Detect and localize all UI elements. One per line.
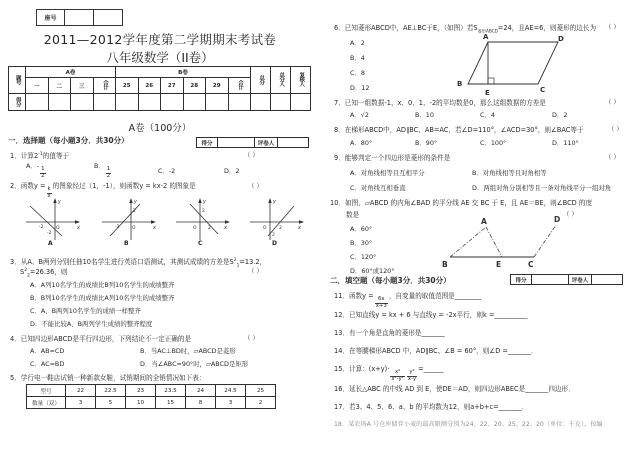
section2-score-box [510, 274, 623, 285]
answer-blank[interactable]: _______ [498, 403, 522, 411]
q5-size: 25 [246, 385, 276, 397]
col-a-total: 合计 [93, 78, 116, 94]
question-2-graph-b[interactable] [98, 196, 160, 247]
question-8-option-b[interactable]: B．90° [415, 139, 438, 147]
q5-count: 10 [126, 397, 156, 409]
question-2-graph-d[interactable] [246, 196, 308, 247]
col-b-27: 27 [161, 78, 184, 94]
question-8-option-d[interactable]: D．110° [552, 139, 579, 147]
q5-row-label-model: 型号 [27, 385, 66, 397]
svg-text:-2: -2 [47, 231, 52, 236]
question-4-option-c[interactable]: C．AC=BD [30, 360, 65, 368]
score-label: 得分 [511, 275, 532, 284]
svg-text:C: C [540, 86, 546, 94]
svg-text:y: y [134, 199, 137, 205]
question-2-graph-a-label: A [48, 240, 53, 247]
question-7-option-b[interactable]: B．10 [415, 111, 434, 119]
score-cell[interactable] [116, 94, 139, 111]
question-7-stem: 7．已知一组数据-1、x、0、1、-2的平均数是0，那么这组数据的方差是 [334, 99, 546, 107]
col-b-26: 26 [138, 78, 161, 94]
seat-number-cell-2[interactable] [94, 10, 122, 25]
question-6-answer-paren[interactable]: （ ） [605, 23, 620, 31]
exam-title-line2: 八年级数学（II卷） [106, 50, 214, 65]
svg-text:C: C [528, 260, 534, 269]
score-value-cell[interactable] [218, 138, 255, 147]
svg-text:A: A [483, 33, 489, 41]
svg-text:E: E [496, 260, 502, 269]
question-1-option-c[interactable]: C．-2 [158, 167, 176, 175]
svg-text:2: 2 [133, 209, 136, 214]
question-8-option-a[interactable]: A．80° [350, 139, 373, 147]
score-cell[interactable] [271, 94, 291, 111]
question-9-option-c[interactable]: C．对角线互相垂直 [350, 184, 406, 192]
question-9-option-a[interactable]: A．对角线相等且互相平分 [350, 169, 425, 177]
question-9-stem: 9．能够判定一个四边形是菱形的条件是 [334, 154, 451, 162]
svg-text:y: y [203, 199, 206, 205]
seat-number-label: 座号 [37, 10, 65, 25]
q5-count: 5 [96, 397, 126, 409]
rechecker-label: 复核人 [298, 72, 305, 86]
score-cell[interactable] [291, 94, 311, 111]
svg-text:2: 2 [272, 233, 275, 238]
question-3-option-c[interactable]: C．A、B两列10名学生的成绩一样整齐 [30, 307, 141, 315]
answer-blank[interactable]: ________ [454, 292, 482, 300]
q5-size: 24.5 [216, 385, 246, 397]
question-9-answer-paren[interactable]: （ ） [605, 153, 620, 161]
question-3-stem-line2: $S^2_2=26.36$，则 [20, 267, 68, 279]
question-6-stem: 6．已知菱形ABCD中，AE⊥BC于E，（如图）若$S_{菱形ABCD}=24$，且AE=6，则菱形的边长为 [334, 24, 597, 34]
question-1-stem: 1．计算$2^{-1}$的值等于 [10, 151, 70, 160]
answer-blank[interactable]: ______ [423, 365, 444, 373]
svg-text:y: y [58, 199, 61, 205]
score-cell[interactable] [161, 94, 184, 111]
col-b-total: 合计 [228, 78, 251, 94]
seat-number-cell-1[interactable] [65, 10, 94, 25]
question-3-answer-paren[interactable]: （ ） [248, 267, 263, 275]
question-17: 17．若3、4、5、6、a、b 的平均数为12，则a+b+c=_______． [334, 403, 529, 411]
q5-count: 3 [216, 397, 246, 409]
score-cell[interactable] [183, 94, 206, 111]
question-13: 13．有一个角是直角的菱形是_______ [334, 329, 445, 337]
question-7-option-c[interactable]: C．4 [480, 111, 495, 119]
question-2-graph-d-label: D [272, 240, 277, 247]
col-a-1: 一 [26, 78, 49, 94]
score-summary-table [8, 66, 311, 111]
question-4-option-a[interactable]: A．AB=CD [30, 347, 65, 355]
answer-blank[interactable]: _______ [507, 347, 532, 355]
col-a-2: 二 [48, 78, 71, 94]
svg-text:B: B [457, 80, 463, 88]
question-1-option-b[interactable]: B． $\frac{1}{2}$ [94, 162, 111, 179]
question-6-option-b[interactable]: B．4 [350, 54, 365, 62]
svg-text:-2: -2 [39, 225, 44, 230]
score-cell[interactable] [228, 94, 251, 111]
question-5-stem: 5．学行电一鞋店试销一种新款女鞋，试销期间的全销情况如下表： [10, 374, 206, 382]
q5-count: 2 [246, 397, 276, 409]
question-7-answer-paren[interactable]: （ ） [605, 98, 620, 106]
total-score-label: 总分 [258, 74, 265, 84]
question-4-answer-paren[interactable]: （ ） [244, 334, 259, 342]
table-row [27, 397, 276, 409]
col-b-29: 29 [206, 78, 229, 94]
q5-row-label-count: 数量（双） [27, 397, 66, 409]
score-cell[interactable] [71, 94, 94, 111]
svg-text:O: O [132, 226, 136, 231]
header-row-label-score: 得分 [14, 96, 21, 106]
question-2-stem: 2．函数y = $\frac{k}{x}$ 的图象经过（1，-1），则函数y = kx-2 的图象是 [10, 182, 196, 199]
svg-text:D: D [554, 215, 561, 224]
question-5-data-table [26, 384, 276, 409]
q5-size: 22 [66, 385, 96, 397]
question-6-option-d[interactable]: D．12 [350, 84, 370, 92]
question-3-option-a[interactable]: A．A列10名学生的成绩比B列10名学生的成绩整齐 [30, 281, 175, 289]
grader-label: 评卷人 [569, 275, 592, 284]
grader-label: 评卷人 [255, 138, 278, 147]
score-cell[interactable] [26, 94, 49, 111]
q5-count: 15 [156, 397, 186, 409]
question-10-option-c[interactable]: C．120° [350, 253, 377, 261]
question-16: 16．延长△ABC 的中线 AD 到 E，使DE＝AD，则四边形ABEC是_______四边形． [334, 385, 575, 393]
q5-size: 24 [186, 385, 216, 397]
question-10-figure [438, 213, 578, 271]
seat-number-box [36, 9, 123, 26]
question-12: 12．已知直线y = kx + 6 与直线y = -2x平行，则k =__________ [334, 311, 528, 319]
answer-blank[interactable]: _______ [525, 385, 549, 393]
table-row [27, 385, 276, 397]
svg-text:x: x [77, 225, 80, 231]
svg-text:x: x [298, 225, 301, 231]
svg-text:E: E [485, 89, 490, 97]
question-4-option-b[interactable]: B．当AC⊥BD时，▱ABCD是菱形 [140, 347, 236, 355]
svg-text:2: 2 [279, 226, 282, 231]
question-1-option-a[interactable]: A．- $\frac{1}{2}$ [26, 162, 45, 179]
question-6-figure [450, 32, 570, 98]
question-9-option-d[interactable]: D．两组对角分别相等且一条对角线平分一组对角 [472, 184, 612, 192]
answer-blank[interactable]: __________ [494, 311, 528, 319]
q5-size: 23 [126, 385, 156, 397]
group-b-label: B卷 [116, 67, 251, 78]
col-b-28: 28 [183, 78, 206, 94]
question-10-option-d[interactable]: D．60°或120° [350, 267, 395, 275]
section2-heading: 二．填空题（每小题3分．共30分） [330, 276, 451, 285]
section1-heading: 一．选择题（每小题3分．共30分） [8, 136, 129, 145]
question-7-option-a[interactable]: A．√2 [350, 111, 369, 119]
svg-text:x: x [224, 225, 227, 231]
question-2-graph-b-label: B [124, 240, 129, 247]
question-10-stem-line1: 10．如图，▱ABCD 的内角∠BAD 的平分线 AE 交 BC 于 E，且 AE＝BE，则∠BCD 的度 [330, 199, 593, 207]
score-cell[interactable] [93, 94, 116, 111]
question-2-graph-c-label: C [198, 240, 203, 247]
svg-text:2: 2 [202, 209, 205, 214]
exam-title-line1: 2011—2012学年度第二学期期末考试卷 [43, 32, 277, 47]
score-cell[interactable] [251, 94, 271, 111]
grader-value-cell[interactable] [278, 138, 308, 147]
question-2-answer-paren[interactable]: （ ） [248, 182, 263, 190]
question-2-graph-c[interactable] [172, 196, 234, 247]
answer-blank[interactable]: _______ [421, 329, 445, 337]
svg-text:O: O [263, 226, 267, 231]
svg-text:-2: -2 [115, 225, 120, 230]
question-15: 15．计算：(x+y)· $\frac{\text{x²}}{\text{x²-y²}}$ $\frac{\text{y²}}{x-y}$ =______ [334, 365, 444, 382]
svg-text:D: D [558, 35, 564, 43]
svg-text:O: O [193, 226, 197, 231]
question-8-answer-paren[interactable]: （ ） [608, 125, 623, 133]
section-a-title: A卷（100分） [128, 123, 192, 134]
question-4-option-d[interactable]: D．当∠ABC=90°时，▱ABCD是矩形 [140, 360, 249, 368]
question-3-option-d[interactable]: D．不能比较A、B两列学生成绩的整齐程度 [30, 320, 153, 328]
question-7-option-d[interactable]: D．2 [552, 111, 568, 119]
q5-count: 8 [186, 397, 216, 409]
right-column [320, 0, 640, 450]
question-10-stem-line2: 数是 [346, 211, 360, 219]
svg-text:O: O [56, 226, 60, 231]
total-scorer-label: 总分人 [278, 72, 285, 86]
question-2-graph-a[interactable] [22, 196, 84, 247]
group-a-label: A卷 [26, 67, 116, 78]
section1-score-box [196, 137, 309, 148]
q5-size: 23.5 [156, 385, 186, 397]
col-b-25: 25 [116, 78, 139, 94]
question-3-stem-line1: 3．从A、B两列分别任抽10名学生进行英语口语测试，其测试成绩的方差是$S^2_1=13.2$， [10, 257, 267, 269]
q5-count: 3 [66, 397, 96, 409]
svg-text:2: 2 [208, 226, 211, 231]
q5-size: 22.5 [96, 385, 126, 397]
score-cell[interactable] [48, 94, 71, 111]
question-9-option-b[interactable]: B．对角线相等且对角相等 [472, 169, 547, 177]
score-cell[interactable] [138, 94, 161, 111]
question-18: 18．某农场A 号仓库储存小麦的最高限额分别为24、22、20、25、22、20（单位：千克），按编 [334, 421, 603, 428]
question-3-option-b[interactable]: B．B列10名学生的成绩比A列10名学生的成绩整齐 [30, 294, 175, 302]
question-1-answer-paren[interactable]: （ ） [244, 151, 259, 159]
question-8-option-c[interactable]: C．100° [480, 139, 507, 147]
question-11: 11．函数y = $\frac{6x}{x+3}$ ，自变量的取值范围是________ [334, 292, 482, 309]
svg-text:x: x [153, 225, 156, 231]
question-8-stem: 8．在梯形ABCD中，AD∥BC、AB=AC，若∠D=110°，∠ACD=30°，则∠BAC等于 [334, 126, 584, 134]
grader-value-cell[interactable] [592, 275, 622, 284]
score-value-cell[interactable] [532, 275, 569, 284]
question-6-option-a[interactable]: A．2 [350, 39, 365, 47]
header-row-label-question: 题号 [14, 74, 21, 84]
question-10-answer-paren[interactable]: （ ） [563, 210, 578, 218]
question-10-option-a[interactable]: A．60° [350, 225, 373, 233]
question-1-option-d[interactable]: D．2 [224, 167, 240, 175]
question-4-stem: 4．已知四边形ABCD是平行四边形，下列结论不一定正确的是 [10, 335, 192, 343]
score-cell[interactable] [206, 94, 229, 111]
question-6-option-c[interactable]: C．8 [350, 69, 365, 77]
svg-text:B: B [442, 260, 448, 269]
col-a-3: 三 [71, 78, 94, 94]
svg-text:A: A [481, 217, 487, 226]
svg-text:y: y [273, 199, 276, 205]
question-14: 14．在等腰梯形ABCD 中，AD∥BC、∠B = 60°，则∠D =_______． [334, 347, 538, 355]
question-10-option-b[interactable]: B．30° [350, 239, 373, 247]
score-label: 得分 [197, 138, 218, 147]
